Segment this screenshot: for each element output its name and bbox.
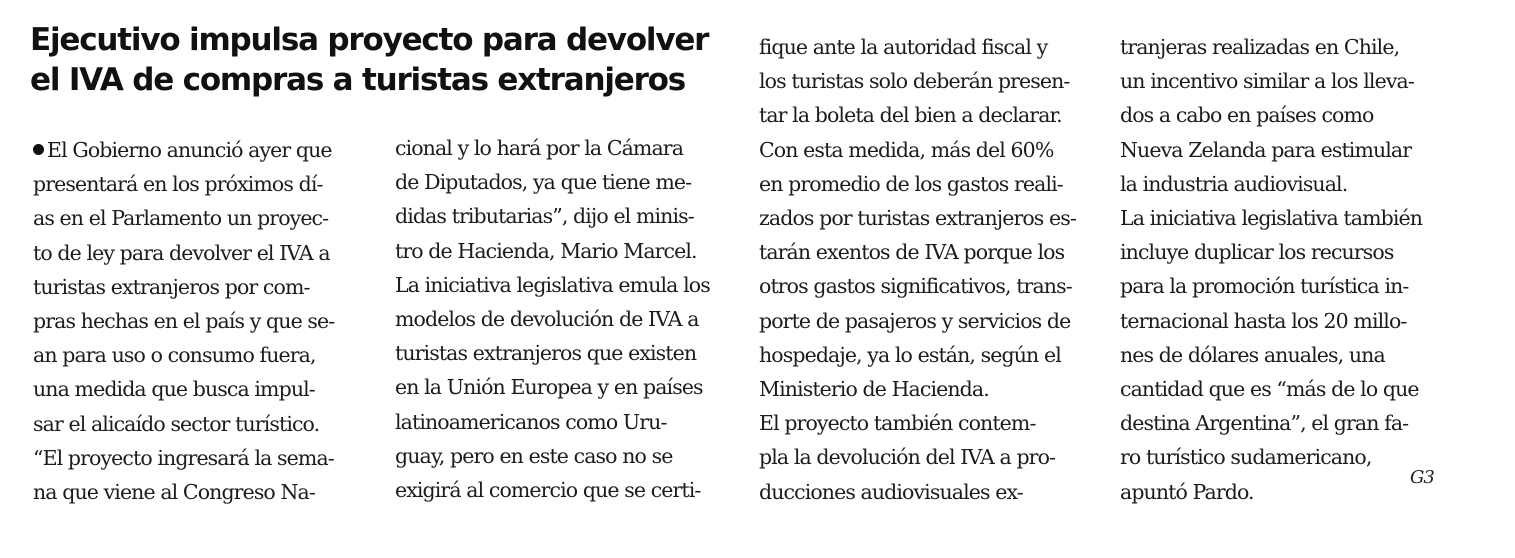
text-line: destina Argentina”, el gran fa-	[1120, 411, 1409, 436]
text-line: Con esta medida, más del 60%	[759, 137, 1054, 162]
text-line: para la promoción turística in-	[1120, 274, 1409, 299]
article-column-2	[395, 131, 728, 507]
text-line: guay, pero en este caso no se	[395, 443, 673, 468]
text-line: zados por turistas extranjeros es-	[759, 206, 1076, 231]
text-line: Nueva Zelanda para estimular	[1120, 137, 1412, 162]
text-line: didas tributarias”, dijo el minis-	[395, 204, 694, 229]
text-line: pras hechas en el país y que se-	[33, 309, 335, 334]
text-line: hospedaje, ya lo están, según el	[759, 342, 1061, 367]
text-line: exigirá al comercio que se certi-	[395, 478, 701, 503]
text-line: nes de dólares anuales, una	[1120, 342, 1385, 367]
bullet-icon	[33, 144, 44, 155]
text-line: La iniciativa legislativa emula los	[395, 272, 710, 297]
headline-line-2: el IVA de compras a turistas extranjeros	[30, 62, 686, 98]
text-line: an para uso o consumo fuera,	[33, 343, 316, 368]
text-line: El proyecto también contem-	[759, 411, 1036, 436]
article-headline	[30, 20, 730, 100]
text-line: La iniciativa legislativa también	[1120, 206, 1423, 231]
text-line: en la Unión Europea y en países	[395, 375, 703, 400]
article-column-1	[33, 133, 366, 509]
text-line: to de ley para devolver el IVA a	[33, 240, 330, 265]
text-line: los turistas solo deberán presen-	[759, 69, 1070, 94]
text-line: presentará en los próximos dí-	[33, 172, 323, 197]
text-line	[33, 133, 366, 167]
text-line-content: El Gobierno anunció ayer que	[47, 138, 332, 162]
text-line: ducciones audiovisuales ex-	[759, 479, 1023, 504]
headline-line-1: Ejecutivo impulsa proyecto para devolver	[30, 22, 709, 58]
text-line: fique ante la autoridad fiscal y	[759, 35, 1048, 59]
text-line: tar la boleta del bien a declarar.	[759, 103, 1062, 128]
text-line: Ministerio de Hacienda.	[759, 377, 989, 402]
text-line: tro de Hacienda, Mario Marcel.	[395, 238, 697, 263]
text-line: turistas extranjeros por com-	[33, 274, 310, 299]
article-column-3	[759, 30, 1092, 509]
text-line: de Diputados, ya que tiene me-	[395, 170, 692, 195]
article-column-4	[1120, 30, 1453, 509]
text-line: dos a cabo en países como	[1120, 103, 1374, 128]
text-line: na que viene al Congreso Na-	[33, 480, 315, 505]
text-line: cantidad que es “más de lo que	[1120, 377, 1419, 402]
text-line: modelos de devolución de IVA a	[395, 307, 699, 332]
text-line: pla la devolución del IVA a pro-	[759, 445, 1056, 470]
text-line: as en el Parlamento un proyec-	[33, 206, 329, 231]
text-line: latinoamericanos como Uru-	[395, 409, 667, 434]
text-line: apuntó Pardo.	[1120, 479, 1254, 504]
text-line: un incentivo similar a los lleva-	[1120, 69, 1414, 94]
text-line: ternacional hasta los 20 millo-	[1120, 308, 1407, 333]
end-of-article-mark: G3	[1410, 467, 1434, 488]
text-line: otros gastos significativos, trans-	[759, 274, 1072, 299]
text-line: tarán exentos de IVA porque los	[759, 240, 1065, 265]
text-line: una medida que busca impul-	[33, 377, 315, 402]
text-line: la industria audiovisual.	[1120, 171, 1348, 196]
text-line: tranjeras realizadas en Chile,	[1120, 35, 1400, 59]
text-line: porte de pasajeros y servicios de	[759, 308, 1071, 333]
text-line: sar el alicaído sector turístico.	[33, 411, 320, 436]
text-line: en promedio de los gastos reali-	[759, 171, 1063, 196]
text-line: “El proyecto ingresará la sema-	[33, 445, 334, 470]
text-line: cional y lo hará por la Cámara	[395, 136, 684, 160]
text-line: incluye duplicar los recursos	[1120, 240, 1394, 265]
text-line: ro turístico sudamericano,	[1120, 445, 1372, 470]
text-line: turistas extranjeros que existen	[395, 341, 697, 366]
